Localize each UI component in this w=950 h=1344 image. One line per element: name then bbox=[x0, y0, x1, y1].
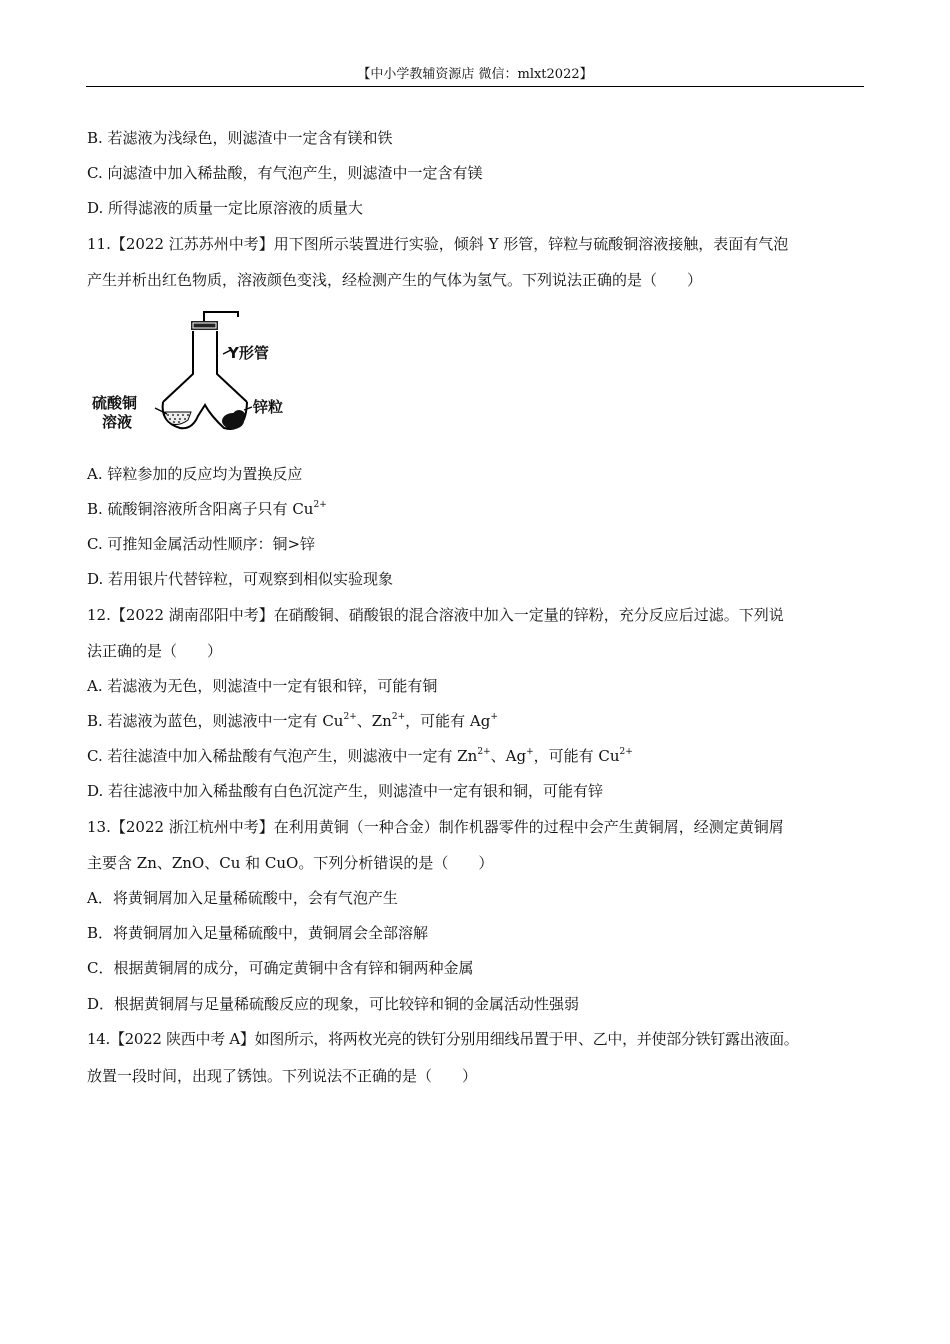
y-tube-figure bbox=[88, 304, 308, 444]
label-y-tube: Y形管 bbox=[228, 344, 269, 362]
q12-stem-line1: 12.【2022 湖南邵阳中考】在硝酸铜、硝酸银的混合溶液中加入一定量的锌粉，充分反应后过滤。下列说 bbox=[87, 606, 784, 624]
label-copper-sulfate-1: 硫酸铜 bbox=[92, 394, 138, 412]
q11-stem-line1: 11.【2022 江苏苏州中考】用下图所示装置进行实验，倾斜 Y 形管，锌粒与硫酸铜溶液接触，表面有气泡 bbox=[87, 235, 789, 253]
q14-stem-line1: 14.【2022 陕西中考 A】如图所示，将两枚光亮的铁钉分别用细线吊置于甲、乙中，并使部分铁钉露出液面。 bbox=[87, 1030, 799, 1048]
superscript: 2+ bbox=[391, 712, 406, 722]
q11-option-b bbox=[87, 498, 327, 520]
q10-option-b: B. 若滤液为浅绿色，则滤渣中一定含有镁和铁 bbox=[87, 129, 393, 147]
text: 、Ag bbox=[490, 747, 527, 765]
q14-stem-line2: 放置一段时间，出现了锈蚀。下列说法不正确的是（ ） bbox=[87, 1067, 478, 1085]
text: ，可能有 Ag bbox=[405, 712, 491, 730]
q12-option-b bbox=[87, 710, 498, 732]
text: ，可能有 Cu bbox=[533, 747, 620, 765]
superscript: 2+ bbox=[619, 747, 633, 757]
superscript: 2+ bbox=[343, 712, 357, 722]
q13-option-c: C．根据黄铜屑的成分，可确定黄铜中含有锌和铜两种金属 bbox=[87, 959, 474, 977]
q13-option-d: D．根据黄铜屑与足量稀硫酸反应的现象，可比较锌和铜的金属活动性强弱 bbox=[87, 995, 580, 1013]
q12-stem-line2: 法正确的是（ ） bbox=[87, 642, 223, 660]
q10-option-d: D. 所得滤液的质量一定比原溶液的质量大 bbox=[87, 199, 364, 217]
superscript: + bbox=[490, 712, 498, 722]
label-zinc-granules: 锌粒 bbox=[253, 398, 284, 416]
label-copper-sulfate-2: 溶液 bbox=[102, 413, 133, 431]
q12-option-a: A. 若滤液为无色，则滤渣中一定有银和锌，可能有铜 bbox=[87, 677, 438, 695]
q12-option-c bbox=[87, 745, 633, 767]
q13-stem-line2: 主要含 Zn、ZnO、Cu 和 CuO。下列分析错误的是（ ） bbox=[87, 854, 494, 872]
q11-option-c: C. 可推知金属活动性顺序：铜>锌 bbox=[87, 535, 316, 553]
q13-stem-line1: 13.【2022 浙江杭州中考】在利用黄铜（一种合金）制作机器零件的过程中会产生黄铜屑，经测定黄铜屑 bbox=[87, 818, 784, 836]
q11-stem-line2: 产生并析出红色物质，溶液颜色变浅，经检测产生的气体为氢气。下列说法正确的是（ ） bbox=[87, 271, 703, 289]
page-header: 【中小学教辅资源店 微信：mlxt2022】 bbox=[86, 64, 864, 87]
q11-option-d: D. 若用银片代替锌粒，可观察到相似实验现象 bbox=[87, 570, 394, 588]
superscript: 2+ bbox=[313, 500, 327, 510]
text: B. 硫酸铜溶液所含阳离子只有 Cu bbox=[87, 500, 314, 518]
q13-option-b: B．将黄铜屑加入足量稀硫酸中，黄铜屑会全部溶解 bbox=[87, 924, 429, 942]
q11-option-a: A. 锌粒参加的反应均为置换反应 bbox=[87, 465, 303, 483]
q13-option-a: A．将黄铜屑加入足量稀硫酸中，会有气泡产生 bbox=[87, 889, 398, 907]
text: C. 若往滤渣中加入稀盐酸有气泡产生，则滤液中一定有 Zn bbox=[87, 747, 478, 765]
superscript: 2+ bbox=[477, 747, 491, 757]
text: B. 若滤液为蓝色，则滤液中一定有 Cu bbox=[87, 712, 344, 730]
q12-option-d: D. 若往滤液中加入稀盐酸有白色沉淀产生，则滤渣中一定有银和铜，可能有锌 bbox=[87, 782, 604, 800]
text: 、Zn bbox=[356, 712, 392, 730]
superscript: + bbox=[526, 747, 534, 757]
q10-option-c: C. 向滤渣中加入稀盐酸，有气泡产生，则滤渣中一定含有镁 bbox=[87, 164, 483, 182]
